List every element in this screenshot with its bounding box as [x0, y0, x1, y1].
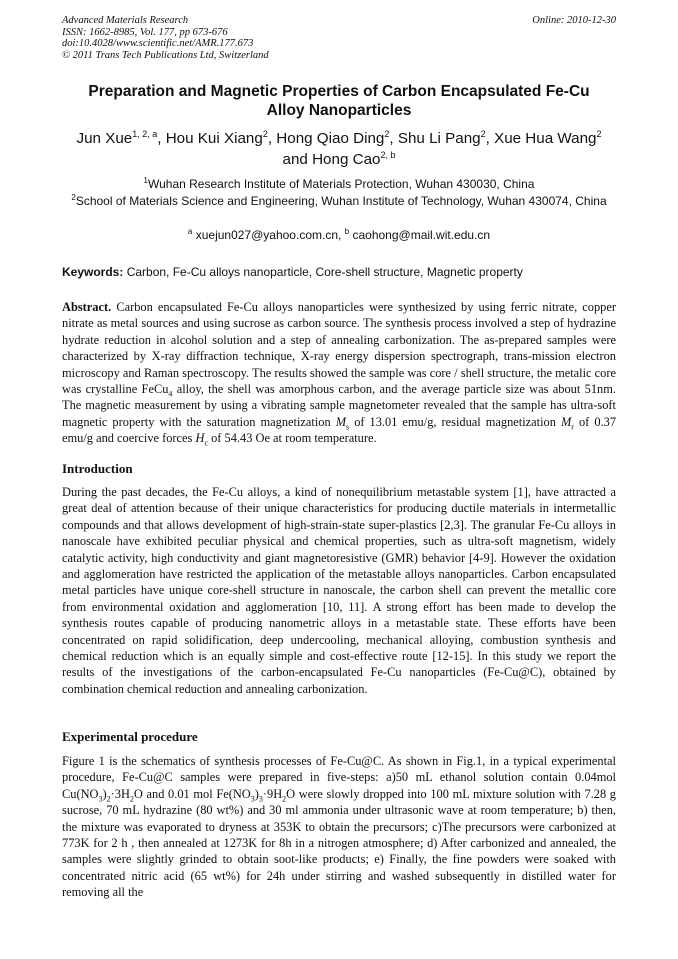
keywords-label: Keywords:	[62, 265, 124, 279]
email-sup: b	[344, 227, 350, 236]
affiliation-1	[62, 177, 616, 192]
email-a[interactable]: xuejun027@yahoo.com.cn,	[195, 228, 342, 242]
section-heading-introduction: Introduction	[62, 461, 133, 476]
online-date: Online: 2010-12-30	[532, 15, 616, 26]
section-heading-experimental: Experimental procedure	[62, 729, 198, 744]
subscript: s	[346, 422, 350, 432]
experimental-paragraph	[62, 753, 616, 901]
abstract-text: alloy, the shell was amorphous carbon, and the average particle size was about 51nm. The magnetic measurement by using a vibrating sample magnetometer revealed that the sample has ultra-soft magnetic property with the saturation magnetization	[62, 382, 616, 429]
author-affil-sup: 2	[262, 129, 268, 139]
abstract-text: of 0.37 emu/g and coercive forces	[62, 414, 617, 446]
author-name: Jun Xue	[76, 130, 133, 147]
symbol: M	[335, 414, 347, 429]
subscript: 2	[106, 794, 111, 804]
email-sup: a	[187, 227, 193, 236]
abstract	[62, 299, 616, 447]
subscript: 3	[98, 794, 103, 804]
paper-title	[62, 82, 616, 120]
journal-header	[62, 15, 616, 61]
abstract-label: Abstract.	[62, 300, 112, 314]
subscript: 2	[282, 794, 287, 804]
subscript: r	[571, 422, 574, 432]
paragraph-text: )	[102, 786, 107, 801]
affiliation-sup: 2	[71, 193, 76, 202]
author-affil-sup: 2	[384, 129, 390, 139]
paragraph-text: ·3H	[110, 786, 130, 801]
author-name: Shu Li Pang	[397, 130, 481, 147]
paragraph-text: ·9H	[262, 786, 283, 801]
issn-line: ISSN: 1662-8985, Vol. 177, pp 673-676	[62, 26, 228, 38]
affiliation-2	[62, 194, 616, 209]
title-line-1: Preparation and Magnetic Properties of Carbon Encapsulated Fe-Cu	[88, 83, 590, 100]
author-name: Hou Kui Xiang	[165, 130, 263, 147]
email-line	[62, 228, 616, 243]
subscript: 3	[250, 794, 255, 804]
authors-and: and	[282, 151, 308, 168]
subscript: c	[204, 438, 208, 448]
symbol: H	[195, 431, 205, 446]
introduction-paragraph: During the past decades, the Fe-Cu alloys, a kind of nonequilibrium metastable system [1], have attracted a great deal of attention because of their unique characteristics for producing ductile materials in intermetallic compounds and that allows development of high-strain-state super-plastics [2,3]. The granular Fe-Cu alloys in nanoscale have exhibited peculiar physical and chemical properties, such as ultra-soft magnetism, widely catalytic activity, high conductivity and giant magnetoresistive (GMR) behavior [4-9]. However the oxidation and agglomeration have restricted the application of the metastable alloys nanoparticles. Carbon encapsulated metal particles have unique core-shell structure in nanoscale, the carbon shell can prevent the metallic core from environmental oxidation and agglomeration [10, 11]. A strong effort has been made to develop the synthesis routes capable of producing nanometric alloys in a metastable state. These efforts have been concentrated on rapid solidification, deep undercooling, mechanical alloying, combustion synthesis and chemical reduction which is an equally simple and cost-effective route [12-15]. In this study we report the results of the investigations of the carbon-encapsulated Fe-Cu nanoparticles (Fe-Cu@C), obtained by combination chemical reduction and annealing carbonization.	[62, 485, 616, 696]
title-line-2: Alloy Nanoparticles	[266, 102, 412, 119]
author-affil-sup: 2	[596, 129, 602, 139]
abstract-text: Carbon encapsulated Fe-Cu alloys nanoparticles were synthesized by using ferric nitrate, copper nitrate as metal sources and using sucrose as carbon source. The synthesis process involved a step of hydrazine hydrate reduction in alcohol solution and a step of annealing carbonization. The as-prepared samples were characterized by X-ray diffraction technique, X-ray energy dispersion spectrograph, trans-mission electron microscopy and Raman spectroscopy. The results showed the sample was core / shell structure, the metalic core was crystalline FeCu	[62, 300, 616, 397]
author-name: Xue Hua Wang	[494, 130, 597, 147]
subscript: 4	[168, 389, 173, 399]
paragraph-text: Figure 1 is the schematics of synthesis processes of Fe-Cu@C. As shown in Fig.1, in a typical experimental procedure, Fe-Cu@C samples were prepared in five-steps: a)50 mL ethanol solution contain 0.04mol Cu(NO	[62, 754, 616, 801]
keywords	[62, 265, 622, 280]
journal-name: Advanced Materials Research	[62, 15, 189, 26]
author-name: Hong Qiao Ding	[276, 130, 385, 147]
keywords-text: Carbon, Fe-Cu alloys nanoparticle, Core-shell structure, Magnetic property	[126, 265, 523, 279]
author-name: Hong Cao	[312, 151, 381, 168]
author-affil-sup: 2, b	[380, 150, 396, 160]
email-b[interactable]: caohong@mail.wit.edu.cn	[352, 228, 491, 242]
copyright-line: © 2011 Trans Tech Publications Ltd, Switzerland	[62, 49, 269, 61]
doi-line[interactable]: doi:10.4028/www.scientific.net/AMR.177.673	[62, 38, 254, 49]
subscript: 3	[258, 794, 263, 804]
paragraph-text: O were slowly dropped into 100 mL mixture solution with 7.28 g sucrose, 70 mL hydrazine (80 wt%) and 30 ml ammonia under ultrasonic wave at room temperature; b) then, the mixture was evaporated to dryness at 353K to obtain the precursors; c)The precursors were carbonized at 773K for 2 h , then annealed at 1273K for 8h in a nitrogen atmosphere; d) After carbonized and annealed, the samples were slightly grinded to obtain soot-like products; e) Finally, the fine powders were soaked with concentrated nitric acid (65 wt%) for 24h under stirring and washed subsequently in distilled water for removing all the	[62, 786, 616, 900]
affiliation-text: School of Materials Science and Engineering, Wuhan Institute of Technology, Wuhan 430074, China	[75, 194, 607, 208]
affiliation-sup: 1	[143, 176, 148, 185]
subscript: 2	[129, 794, 134, 804]
symbol: M	[560, 414, 572, 429]
paragraph-text: )	[254, 786, 259, 801]
affiliation-text: Wuhan Research Institute of Materials Protection, Wuhan 430030, China	[148, 177, 535, 191]
abstract-text: of 13.01 emu/g, residual magnetization	[349, 414, 561, 429]
abstract-text: of 54.43 Oe at room temperature.	[208, 431, 377, 446]
paragraph-text: O and 0.01 mol Fe(NO	[133, 786, 251, 801]
author-affil-sup: 2	[480, 129, 486, 139]
author-affil-sup: 1, 2, a	[132, 129, 158, 139]
author-list: Jun Xue$^{1, 2, a}$, Hou Kui Xiang$^2$, Hong Qiao Ding$^2$, Shu Li Pang$^2$, Xue Hua Wang$^2$ and Hong Cao$^{2, b}$	[76, 129, 602, 168]
